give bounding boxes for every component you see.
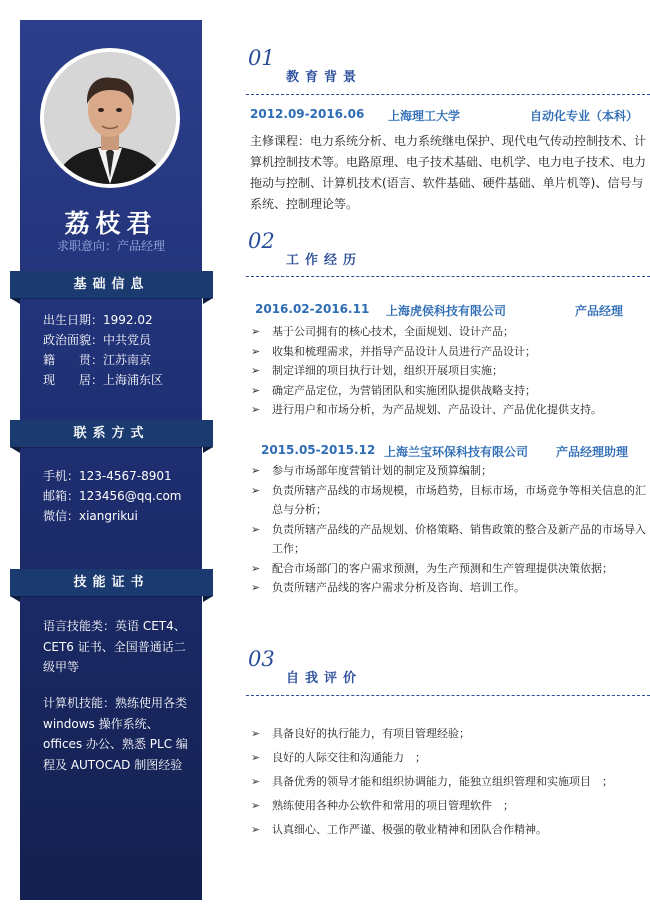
education-courses: 主修课程：电力系统分析、电力系统继电保护、现代电气传动控制技术、计算机控制技术等。电路原理、电子技术基础、电机学、电力电子技术、电力拖动与控制、计算机技术(语言、软件基础、硬件基础、单片机等)、信号与系统、控制理论等。 [250, 134, 647, 211]
list-item: ➢ 良好的人际交往和沟通能力 ； [248, 746, 648, 770]
list-item: ➢ 收集和梳理需求，并指导产品设计人员进行产品设计； [248, 342, 648, 362]
list-item: ➢ 熟练使用各种办公软件和常用的项目管理软件 ； [248, 794, 648, 818]
arrow-right-icon: ➢ [251, 775, 261, 788]
arrow-right-icon: ➢ [251, 383, 261, 397]
contact-header: 联系方式 [10, 420, 213, 447]
language-skills: 语言技能类：英语 CET4、CET6 证书、全国普通话二级甲等 [43, 619, 186, 674]
work-title: 工作经历 [286, 253, 363, 268]
education-title: 教育背景 [286, 70, 363, 85]
arrow-right-icon: ➢ [251, 522, 261, 536]
job-intent: 求职意向：产品经理 [56, 239, 165, 253]
self-number: 03 [248, 647, 275, 671]
arrow-right-icon: ➢ [251, 483, 261, 497]
education-school: 上海理工大学 [388, 109, 461, 123]
education-divider [246, 94, 650, 95]
list-item: ➢ 制定详细的项目执行计划，组织开展项目实施； [248, 361, 648, 381]
job2-period: 2015.05-2015.12 [261, 443, 376, 457]
arrow-right-icon: ➢ [251, 464, 261, 477]
basic-info-list [43, 310, 163, 390]
self-evaluation [248, 722, 648, 842]
list-item: ➢ 确定产品定位，为营销团队和实施团队提供战略支持； [248, 381, 648, 401]
arrow-right-icon: ➢ [251, 364, 261, 377]
native-place: 籍 贯：江苏南京 [43, 353, 152, 367]
education-period: 2012.09-2016.06 [250, 107, 365, 121]
job2-company: 上海兰宝环保科技有限公司 [384, 445, 529, 459]
self-divider [246, 695, 650, 696]
email: 邮箱：123456@qq.com [43, 489, 182, 503]
job1-duties [248, 322, 648, 420]
list-item: ➢ 具备良好的执行能力，有项目管理经验； [248, 722, 648, 746]
profile-name: 荔枝君 [64, 209, 158, 238]
list-item: ➢ 参与市场部年度营销计划的制定及预算编制； [248, 461, 648, 481]
list-item: ➢ 负责所辖产品线的产品规划、价格策略、销售政策的整合及新产品的市场导入工作； [248, 520, 648, 559]
arrow-right-icon: ➢ [251, 561, 261, 575]
birth-date: 出生日期：1992.02 [43, 313, 153, 327]
residence: 现 居：上海浦东区 [43, 373, 164, 387]
list-item: ➢ 负责所辖产品线的客户需求分析及咨询、培训工作。 [248, 578, 648, 598]
arrow-right-icon: ➢ [251, 823, 261, 836]
arrow-right-icon: ➢ [251, 344, 261, 358]
list-item: ➢ 配合市场部门的客户需求预测，为生产预测和生产管理提供决策依据； [248, 559, 648, 579]
education-number: 01 [248, 46, 275, 70]
arrow-right-icon: ➢ [251, 403, 261, 416]
computer-skills: 计算机技能：熟练使用各类 windows 操作系统、offices 办公、熟悉 PLC 编程及 AUTOCAD 制图经验 [43, 696, 188, 772]
arrow-right-icon: ➢ [251, 799, 261, 812]
job1-role: 产品经理 [575, 304, 624, 318]
avatar [40, 48, 180, 188]
list-item: ➢ 认真细心、工作严谨、极强的敬业精神和团队合作精神。 [248, 818, 648, 842]
basic-info-header: 基础信息 [10, 271, 213, 298]
list-item: ➢ 进行用户和市场分析，为产品规划、产品设计、产品优化提供支持。 [248, 400, 648, 420]
job2-role: 产品经理助理 [556, 445, 629, 459]
wechat: 微信：xiangrikui [43, 509, 138, 523]
list-item: ➢ 具备优秀的领导才能和组织协调能力，能独立组织管理和实施项目 ； [248, 770, 648, 794]
arrow-right-icon: ➢ [251, 751, 261, 764]
arrow-right-icon: ➢ [251, 727, 261, 740]
arrow-right-icon: ➢ [251, 581, 261, 594]
skills-header: 技能证书 [10, 569, 213, 596]
portrait-image [44, 52, 176, 184]
work-number: 02 [248, 229, 275, 253]
list-item: ➢ 基于公司拥有的核心技术，全面规划、设计产品； [248, 322, 648, 342]
job1-company: 上海虎侯科技有限公司 [386, 304, 507, 318]
phone: 手机：123-4567-8901 [43, 469, 172, 483]
self-title: 自我评价 [286, 671, 363, 686]
sidebar [20, 20, 202, 900]
education-major: 自动化专业（本科） [530, 109, 639, 123]
avatar-photo [44, 52, 176, 184]
list-item: ➢ 负责所辖产品线的市场规模，市场趋势，目标市场，市场竞争等相关信息的汇总与分析； [248, 481, 648, 520]
job1-period: 2016.02-2016.11 [255, 302, 370, 316]
arrow-right-icon: ➢ [251, 325, 261, 338]
work-divider [246, 276, 650, 277]
political-status: 政治面貌：中共党员 [43, 333, 152, 347]
job2-duties [248, 461, 648, 598]
contact-list [43, 466, 182, 526]
